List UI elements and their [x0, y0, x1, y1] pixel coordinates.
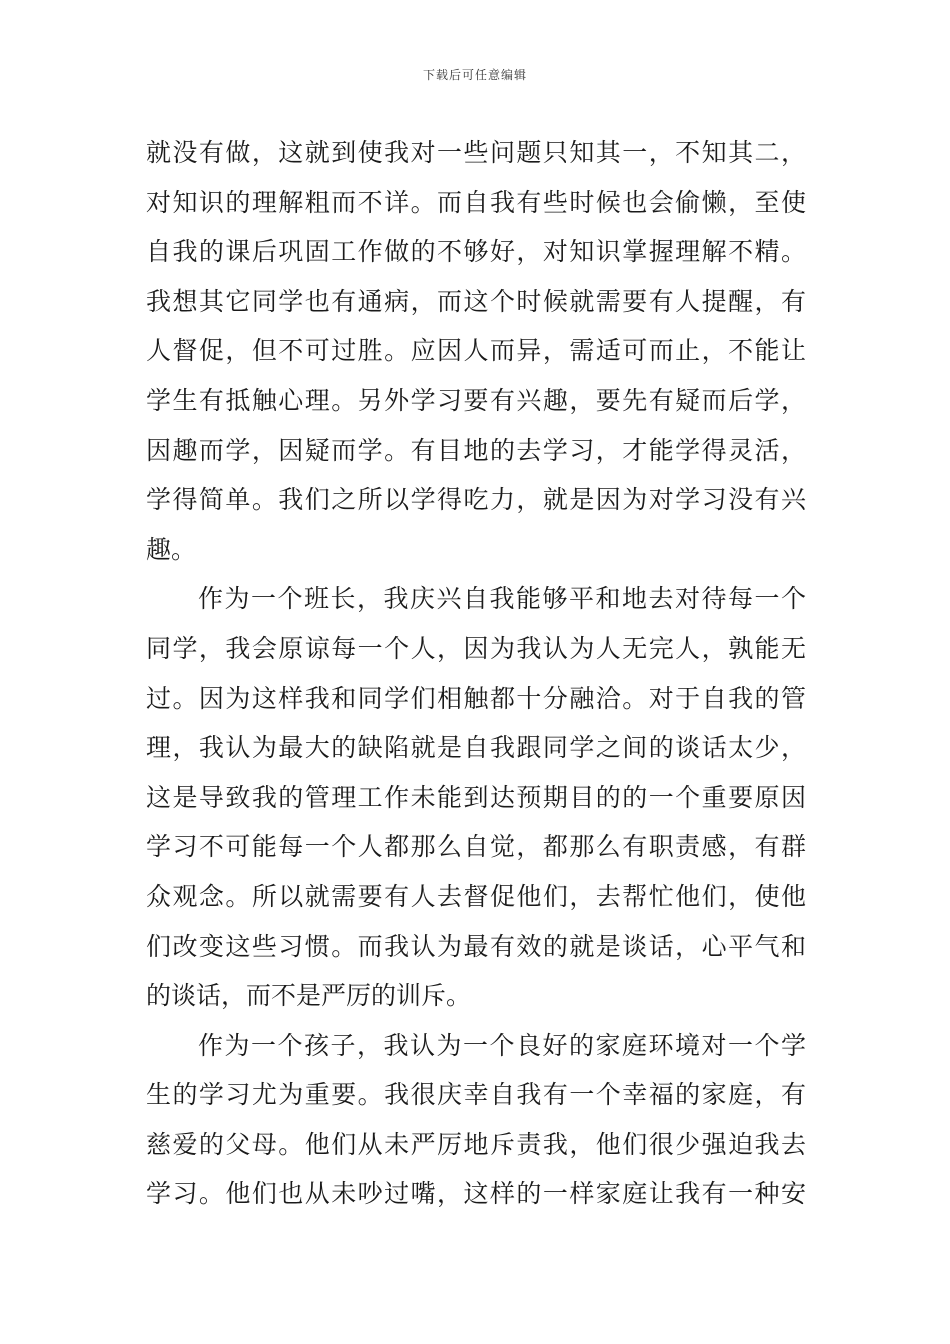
text-line: 慈爱的父母。他们从未严厉地斥责我，他们很少强迫我去 — [146, 1129, 806, 1159]
text-line: 学生有抵触心理。另外学习要有兴趣，要先有疑而后学， — [146, 385, 806, 415]
text-line: 生的学习尤为重要。我很庆幸自我有一个幸福的家庭，有 — [146, 1080, 806, 1110]
paragraph-2 — [146, 574, 806, 1020]
text-line: 趣。 — [146, 534, 197, 564]
text-line: 同学，我会原谅每一个人，因为我认为人无完人，孰能无 — [146, 633, 806, 663]
text-line: 作为一个班长，我庆兴自我能够平和地去对待每一个 — [198, 584, 806, 614]
text-line: 理，我认为最大的缺陷就是自我跟同学之间的谈话太少， — [146, 733, 806, 763]
text-line: 人督促，但不可过胜。应因人而异，需适可而止，不能让 — [146, 336, 806, 366]
text-line: 就没有做，这就到使我对一些问题只知其一，不知其二， — [146, 138, 806, 167]
text-line: 我想其它同学也有通病，而这个时候就需要有人提醒，有 — [146, 286, 806, 316]
page-header-note: 下载后可任意编辑 — [422, 68, 527, 82]
paragraph-3 — [146, 1021, 806, 1219]
text-line: 学习不可能每一个人都那么自觉，都那么有职责感，有群 — [146, 832, 806, 862]
text-line: 因趣而学，因疑而学。有目地的去学习，才能学得灵活， — [146, 435, 806, 465]
text-line: 对知识的理解粗而不详。而自我有些时候也会偷懒，至使 — [146, 187, 806, 217]
text-line: 自我的课后巩固工作做的不够好，对知识掌握理解不精。 — [146, 237, 806, 267]
paragraph-1 — [146, 128, 806, 574]
text-line: 这是导致我的管理工作未能到达预期目的的一个重要原因 — [146, 782, 806, 812]
text-line: 过。因为这样我和同学们相触都十分融洽。对于自我的管 — [146, 683, 806, 713]
text-line: 们改变这些习惯。而我认为最有效的就是谈话，心平气和 — [146, 931, 806, 961]
text-line: 学得简单。我们之所以学得吃力，就是因为对学习没有兴 — [146, 485, 806, 515]
text-line: 的谈话，而不是严厉的训斥。 — [146, 981, 472, 1011]
document-body — [146, 128, 806, 1219]
text-line: 众观念。所以就需要有人去督促他们，去帮忙他们，使他 — [146, 881, 806, 911]
text-line: 学习。他们也从未吵过嘴，这样的一样家庭让我有一种安 — [146, 1179, 806, 1209]
text-line: 作为一个孩子，我认为一个良好的家庭环境对一个学 — [198, 1030, 806, 1060]
